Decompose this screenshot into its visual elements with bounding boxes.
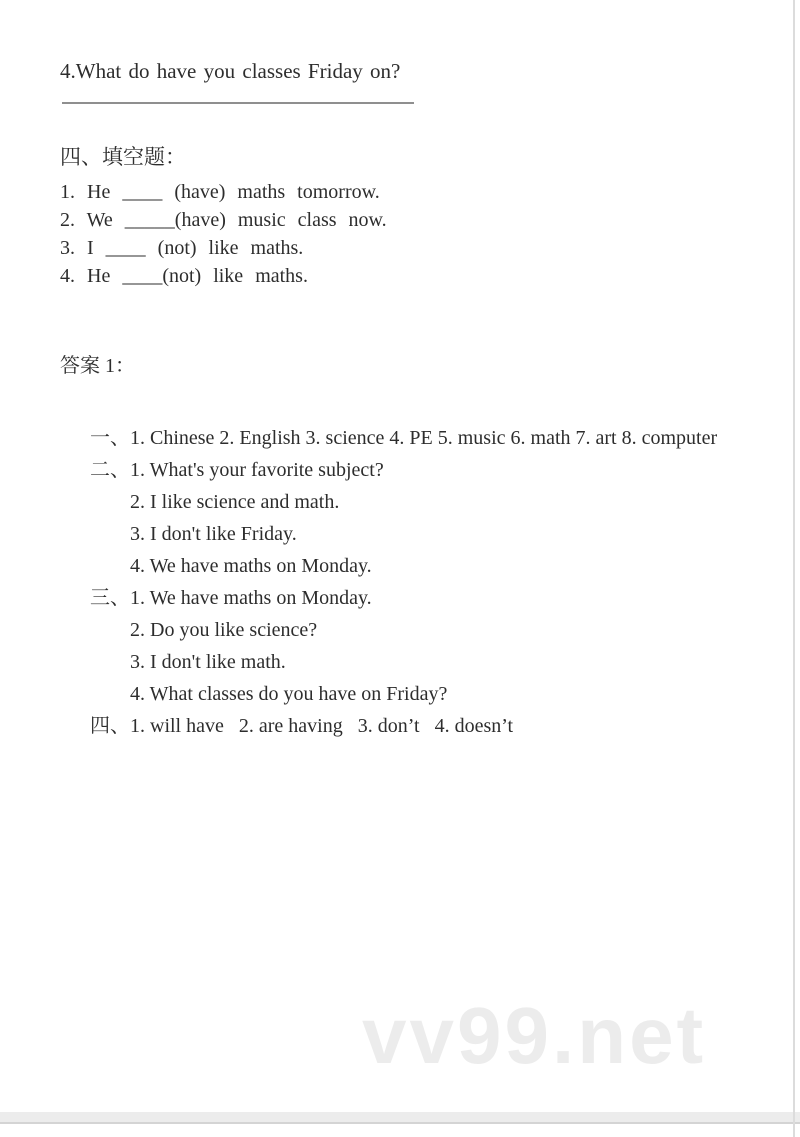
answer-text: 3. I don't like Friday. [130, 523, 297, 545]
answer-section-marker: 三、 [90, 587, 130, 609]
answer-section-marker: 四、 [90, 715, 130, 737]
answer-text: 1. will have 2. are having 3. don’t 4. doesn’t [130, 715, 514, 737]
fill-item: 3. I ____ (not) like maths. [60, 237, 304, 259]
answer-text: 1. What's your favorite subject? [130, 459, 384, 481]
fill-item: 2. We _____(have) music class now. [60, 209, 387, 231]
answer-text: 1. We have maths on Monday. [130, 587, 372, 609]
answer-section-marker: 二、 [90, 459, 130, 481]
page-separator-band [0, 1112, 800, 1124]
fill-section-title: 四、填空题： [60, 145, 186, 169]
answer-row [60, 390, 718, 449]
answer-blank-underline [62, 102, 414, 104]
answers-title: 答案 1： [60, 355, 135, 377]
answer-text: 3. I don't like math. [130, 651, 286, 673]
question-4-line: 4.What do have you classes Friday on? [60, 59, 401, 83]
answer-text: 2. I like science and math. [130, 491, 340, 513]
answer-text: 4. What classes do you have on Friday? [130, 683, 448, 705]
watermark-text: vv99.net [362, 991, 707, 1080]
answer-text: 4. We have maths on Monday. [130, 555, 372, 577]
answers-list [60, 390, 718, 737]
fill-item: 4. He ____(not) like maths. [60, 265, 308, 287]
fill-item: 1. He ____ (have) maths tomorrow. [60, 181, 380, 203]
answer-text: 1. Chinese 2. English 3. science 4. PE 5. music 6. math 7. art 8. computer [130, 427, 718, 449]
page-right-edge-line [793, 0, 795, 1137]
answer-text: 2. Do you like science? [130, 619, 318, 641]
answer-section-marker: 一、 [90, 427, 130, 449]
fill-section-items [60, 178, 387, 290]
